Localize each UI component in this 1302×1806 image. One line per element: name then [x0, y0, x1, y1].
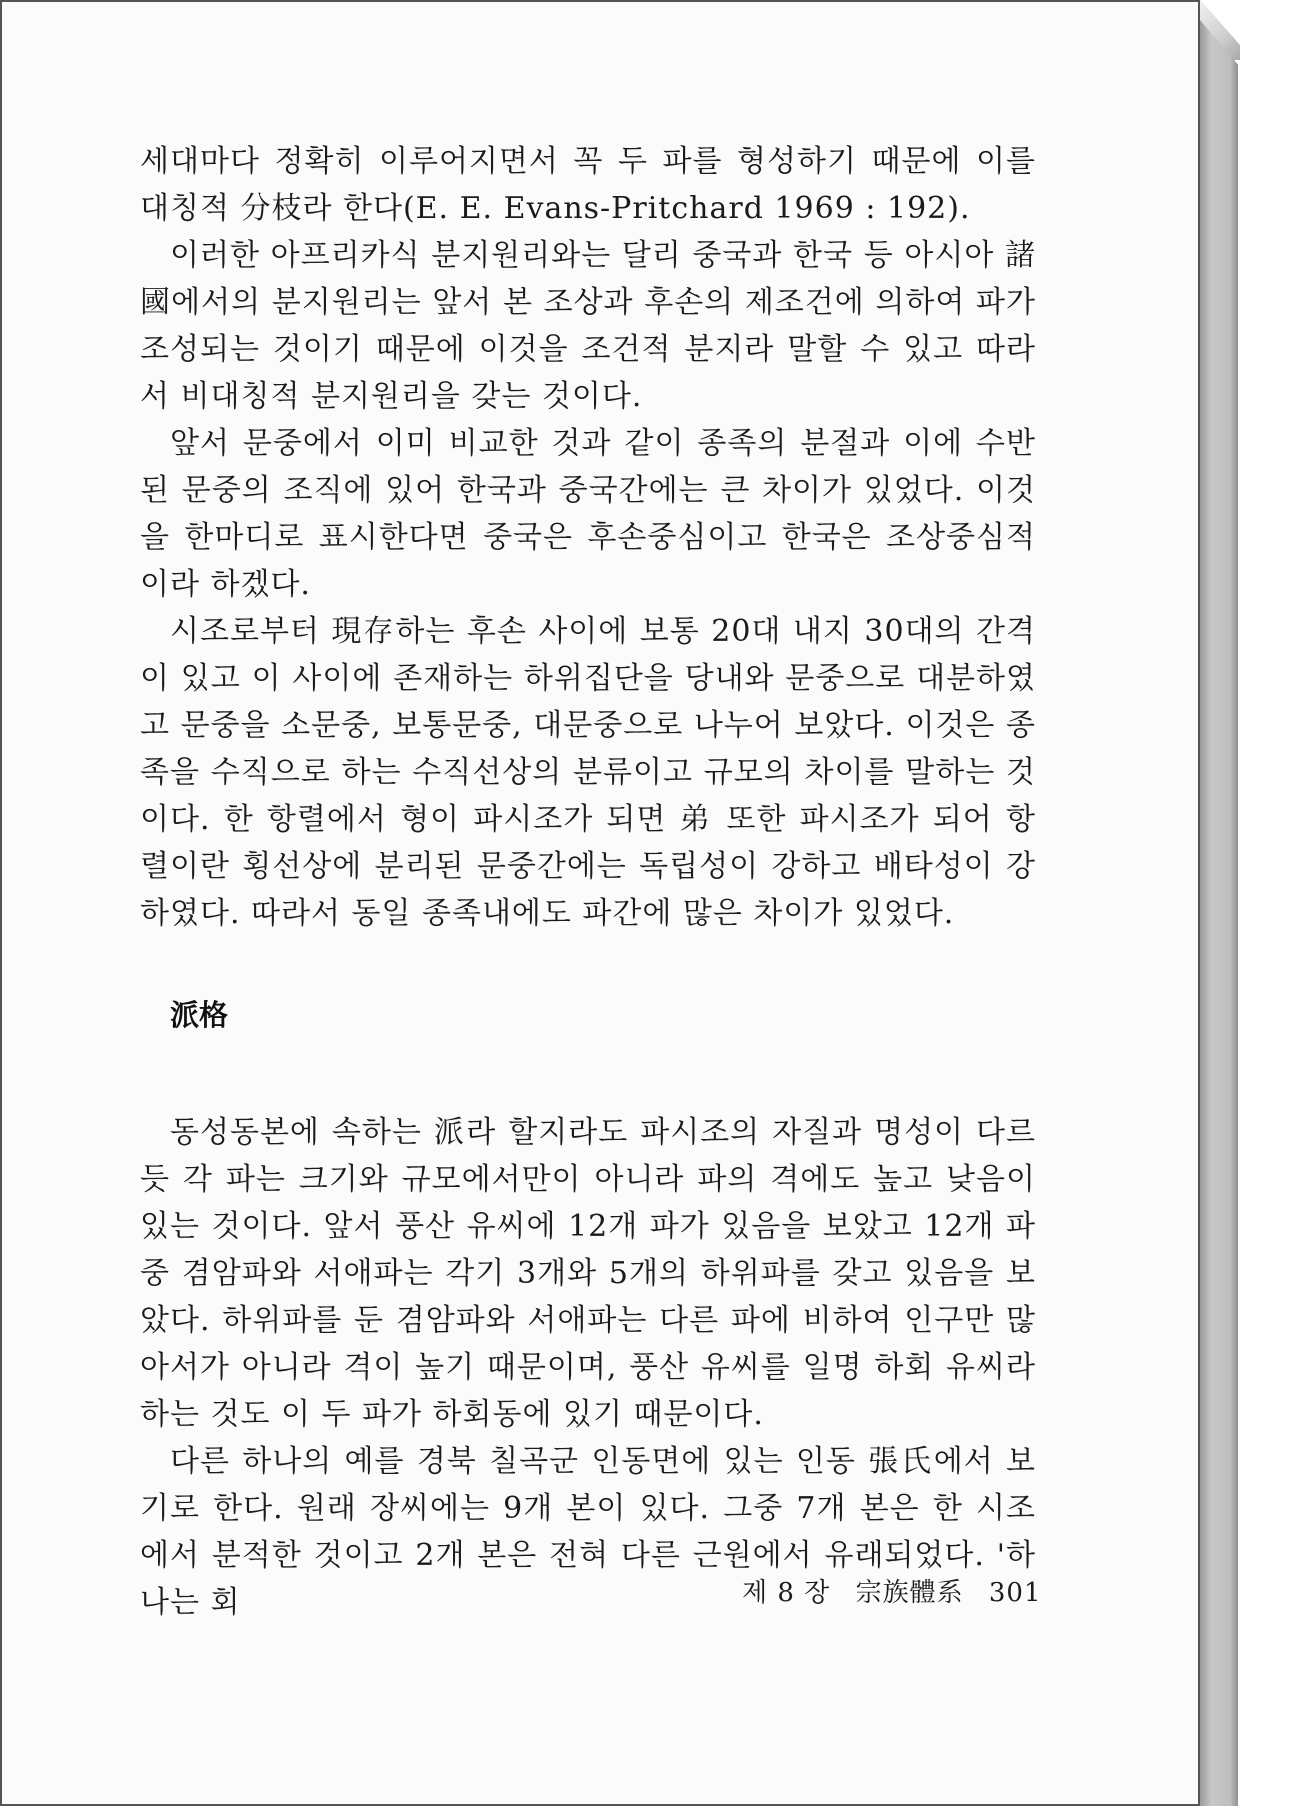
paragraph: 앞서 문중에서 이미 비교한 것과 같이 종족의 분절과 이에 수반된 문중의 조직에 있어 한국과 중국간에는 큰 차이가 있었다. 이것을 한마디로 표시한다면 중국은 후손중심이고 한국은 조상중심적이라 하겠다.	[140, 426, 1036, 602]
paragraph: 이러한 아프리카식 분지원리와는 달리 중국과 한국 등 아시아 諸國에서의 분지원리는 앞서 본 조상과 후손의 제조건에 의하여 파가 조성되는 것이기 때문에 이것을 조건적 분지라 말할 수 있고 따라서 비대칭적 분지원리을 갖는 것이다.	[140, 238, 1036, 414]
chapter-title: 宗族體系	[855, 1578, 964, 1608]
section-heading: 派格	[170, 998, 229, 1032]
paragraph: 세대마다 정확히 이루어지면서 꼭 두 파를 형성하기 때문에 이를 대칭적 分枝라 한다(E. E. Evans-Pritchard 1969 : 192).	[140, 144, 1036, 226]
page-body	[140, 138, 1036, 1626]
page-stack-edge	[1200, 20, 1238, 1806]
paragraph: 동성동본에 속하는 派라 할지라도 파시조의 자질과 명성이 다르듯 각 파는 크기와 규모에서만이 아니라 파의 격에도 높고 낮음이 있는 것이다. 앞서 풍산 유씨에 12개 파가 있음을 보았고 12개 파 중 겸암파와 서애파는 각기 3개와 5개의 하위파를 갖고 있음을 보았다. 하위파를 둔 겸암파와 서애파는 다른 파에 비하여 인구만 많아서가 아니라 격이 높기 때문이며, 풍산 유씨를 일명 하회 유씨라 하는 것도 이 두 파가 하회동에 있기 때문이다.	[140, 1115, 1036, 1432]
paragraph: 다른 하나의 예를 경북 칠곡군 인동면에 있는 인동 張氏에서 보기로 한다. 원래 장씨에는 9개 본이 있다. 그중 7개 본은 한 시조에서 분적한 것이고 2개 본은 전혀 다른 근원에서 유래되었다. '하나는 회	[140, 1444, 1036, 1620]
chapter-label: 제 8 장	[742, 1578, 831, 1608]
page-number: 301	[988, 1578, 1042, 1608]
running-footer	[742, 1572, 1042, 1609]
paragraph: 시조로부터 現存하는 후손 사이에 보통 20대 내지 30대의 간격이 있고 이 사이에 존재하는 하위집단을 당내와 문중으로 대분하였고 문중을 소문중, 보통문중, 대문중으로 나누어 보았다. 이것은 종족을 수직으로 하는 수직선상의 분류이고 규모의 차이를 말하는 것이다. 한 항렬에서 형이 파시조가 되면 弟 또한 파시조가 되어 항렬이란 횡선상에 분리된 문중간에는 독립성이 강하고 배타성이 강하였다. 따라서 동일 종족내에도 파간에 많은 차이가 있었다.	[140, 614, 1036, 931]
